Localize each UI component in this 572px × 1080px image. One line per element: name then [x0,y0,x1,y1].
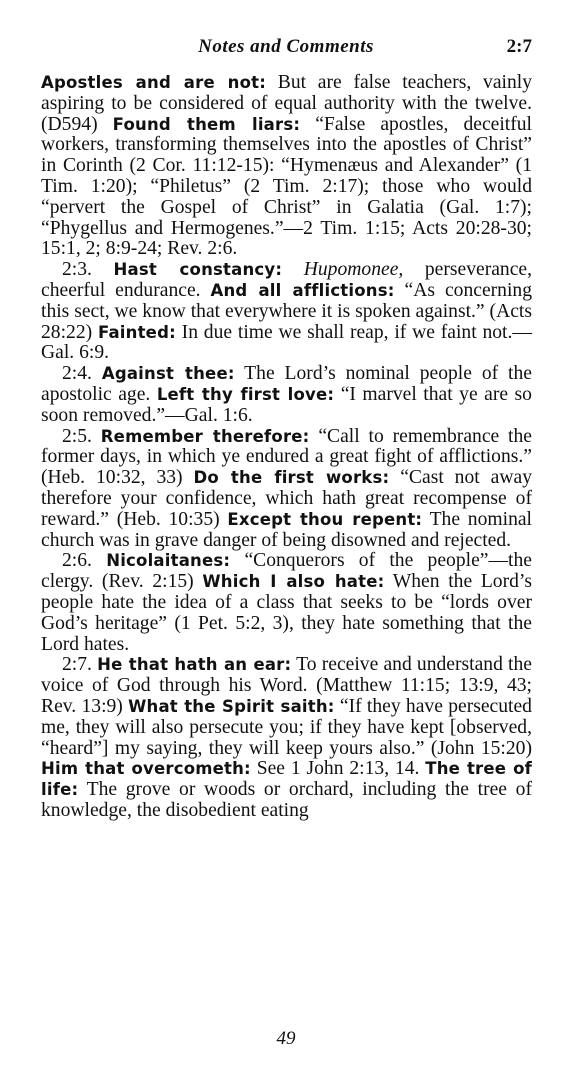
commentary-text: 2:6. [62,550,107,572]
commentary-paragraph [41,73,532,260]
entry-heading: What the Spirit saith: [128,696,335,716]
chapter-verse-ref: 2:7 [506,36,532,57]
entry-heading: Except thou repent: [227,509,423,529]
commentary-text: The Lord’s nominal people of the apostolic age. [41,363,532,405]
entry-heading: He that hath an ear: [97,655,292,675]
entry-heading: The tree of life: [41,759,532,800]
commentary-text: 2:7. [62,654,98,676]
commentary-text: 2:5. [62,425,101,447]
commentary-paragraph [41,427,532,552]
commentary-text: “Cast not away therefore your confidence, which hath great recompense of reward.” (Heb. 10:35) [41,467,532,530]
entry-heading: Apostles and are not: [41,73,266,92]
entry-heading: Nicolaitanes: [106,551,231,571]
commentary-text: When the Lord’s people hate the idea of a class that seeks to be “lords over God’s heritage” (1 Pet. 5:2, 3), they hate something that the Lord hates. [41,571,532,655]
commentary-paragraph [41,260,532,364]
greek-term: Hupomonee, [303,259,404,281]
running-title: Notes and Comments [198,36,374,57]
entry-heading: Left thy first love: [156,384,335,404]
commentary-text: perseverance, cheerful endurance. [41,259,532,301]
commentary-text: 2:3. [62,259,114,281]
entry-heading: Him that overcometh: [41,759,251,779]
commentary-text: The nominal church was in grave danger of being disowned and rejected. [41,508,532,551]
commentary-paragraph [41,551,532,655]
commentary-text: “As concerning this sect, we know that everywhere it is spoken against.” (Acts 28:22) [41,279,532,343]
entry-heading: Hast constancy: [113,260,283,280]
entry-heading: Fainted: [97,322,176,342]
entry-heading: Found them liars: [112,114,301,134]
commentary-text: 2:4. [62,363,102,385]
commentary-text: The grove or woods or orchard, including the tree of knowledge, the disobedient eating [41,779,532,821]
commentary-paragraph [41,655,532,821]
commentary-text: “If they have persecuted me, they will also persecute you; if they have kept [observed, “heard”] my saying, they will keep yours also.” (John 15:20) [41,695,532,759]
commentary-text: “False apostles, deceitful workers, transforming themselves into the apostles of Christ” in Corinth (2 Cor. 11:12-15): “Hymenæus and Alexander” (1 Tim. 1:20); “Philetus” (2 Tim. 2:17); those who would “pervert the Gospel of Christ” in Galatia (Gal. 1:7); “Phygellus and Hermogenes.”—2 Tim. 1:15; Acts 20:28-30; 15:1, 2; 8:9-24; Rev. 2:6. [41,113,532,260]
entry-heading: Against thee: [101,364,235,384]
commentary-text: In due time we shall reap, if we faint not.—Gal. 6:9. [41,321,532,364]
commentary-text: “Call to remembrance the former days, in which ye endured a great fight of afflictions.” (Heb. 10:32, 33) [41,425,532,489]
commentary-text: “Conquerors of the people”—the clergy. (Rev. 2:15) [41,550,532,593]
entry-heading: Remember therefore: [100,426,310,446]
entry-heading: Which I also hate: [202,572,385,592]
commentary-text: “I marvel that ye are so soon removed.”—Gal. 1:6. [41,383,532,426]
commentary-body [41,73,532,822]
commentary-paragraph [41,364,532,426]
page-number: 49 [276,1028,296,1049]
commentary-text [282,259,304,280]
entry-heading: Do the first works: [193,468,390,488]
commentary-text: But are false teachers, vainly aspiring to be considered of equal authority with the twelve. (D594) [41,72,532,135]
entry-heading: And all afflictions: [210,280,395,300]
commentary-text: See 1 John 2:13, 14. [250,758,426,780]
page-header [40,36,532,60]
commentary-text: To receive and understand the voice of God through his Word. (Matthew 11:15; 13:9, 43; Rev. 13:9) [41,654,532,717]
